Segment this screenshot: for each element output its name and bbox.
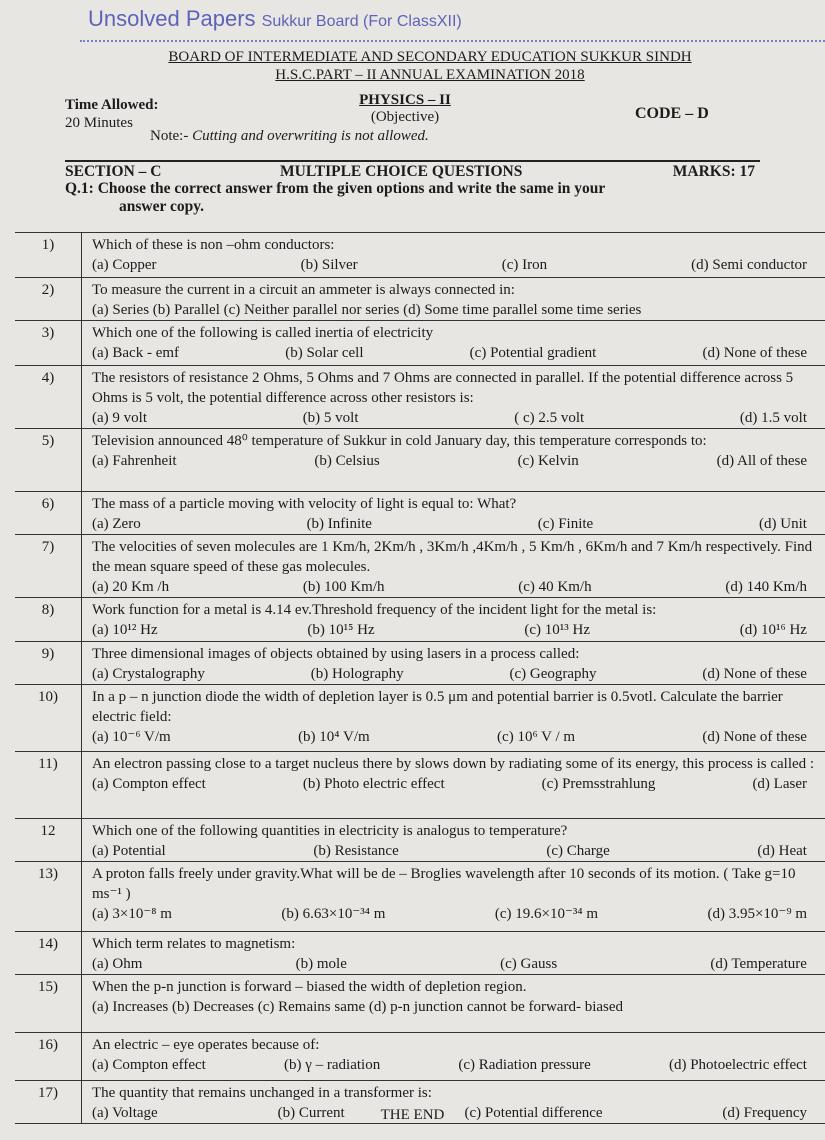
instruction-line: answer copy. [119,198,204,215]
question-text: The quantity that remains unchanged in a transformer is: [92,1085,432,1101]
divider [65,160,760,162]
question-row [15,429,825,492]
question-text: Which one of the following is called inertia of electricity [92,325,434,341]
option: (a) Back - emf [92,345,180,361]
question-row [15,321,825,366]
exam-name: H.S.C.PART – II ANNUAL EXAMINATION 2018 [275,67,585,83]
option: (a) Zero [92,516,141,532]
option: (c) Iron [501,257,548,273]
section-marks: MARKS: 17 [672,163,755,180]
brand-subtitle: Sukkur Board (For ClassXII) [261,13,462,30]
option: (a) Compton effect [92,1057,206,1073]
board-header [80,48,780,84]
board-name: BOARD OF INTERMEDIATE AND SECONDARY EDUCATION SUKKUR SINDH [168,49,692,65]
subject [340,92,470,126]
questions-table [15,232,825,1124]
options [92,997,817,1017]
time-value: 20 Minutes [65,115,133,131]
option: (a) Copper [92,257,157,273]
question-text: An electric – eye operates because of: [92,1037,320,1053]
instruction-line: Q.1: Choose the correct answer from the given options and write the same in your [65,180,606,197]
question-row [15,366,825,429]
option: (a) 20 Km /h [92,579,170,595]
question-text: Which of these is non –ohm conductors: [92,237,335,253]
note-text: Cutting and overwriting is not allowed. [192,128,429,144]
subject-type: (Objective) [370,109,440,125]
question-number: 1) [15,233,82,278]
options [92,727,817,747]
options [92,1055,817,1075]
question-number: 16) [15,1033,82,1081]
question-text: Work function for a metal is 4.14 ev.Threshold frequency of the incident light for the metal is: [92,602,657,618]
options [92,408,817,428]
option: (a) Increases (b) Decreases (c) Remains same (d) p-n junction cannot be forward- biased [92,999,624,1015]
options [92,620,817,640]
question-number: 7) [15,535,82,598]
option: (a) 10¹² Hz [92,622,158,638]
question-cell [82,932,825,975]
question-number: 13) [15,862,82,932]
question-cell [82,429,825,492]
option: (a) Voltage [92,1105,158,1121]
note [150,128,429,145]
question-text: An electron passing close to a target nucleus there by slows down by radiating some of its energy, this process is called : [92,756,815,772]
option: (a) Ohm [92,956,143,972]
option: (a) Potential [92,843,166,859]
option: (b) γ – radiation [284,1057,381,1073]
question-number: 8) [15,598,82,642]
option: (c) 10⁶ V / m [497,729,576,745]
question-number: 15) [15,975,82,1033]
brand-logo [88,6,462,32]
question-text: The resistors of resistance 2 Ohms, 5 Ohms and 7 Ohms are connected in parallel. If the potential difference across 5 Ohms is 5 volt, the potential difference across other resistors is: [92,370,794,406]
option: (b) mole [295,956,347,972]
question-row [15,598,825,642]
question-text: When the p-n junction is forward – biased the width of depletion region. [92,979,527,995]
question-text: Which term relates to magnetism: [92,936,296,952]
options [92,841,817,861]
section-name: SECTION – C [65,163,162,180]
brand-title: Unsolved Papers [88,6,256,31]
question-cell [82,278,825,321]
question-cell [82,1033,825,1081]
option: (d) 3.95×10⁻⁹ m [707,906,807,922]
question-cell [82,752,825,819]
option: (a) 9 volt [92,410,147,426]
question-row [15,752,825,819]
option: (b) Holography [310,666,404,682]
option: (d) 1.5 volt [739,410,807,426]
question-row [15,492,825,535]
option: (c) Charge [546,843,610,859]
option: (a) Crystalography [92,666,205,682]
paper-code: CODE – D [635,105,709,122]
question-text: Three dimensional images of objects obtained by using lasers in a process called: [92,646,580,662]
option: (a) 3×10⁻⁸ m [92,906,172,922]
question-cell [82,819,825,862]
options [92,255,817,275]
question-number: 14) [15,932,82,975]
question-text: To measure the current in a circuit an ammeter is always connected in: [92,282,515,298]
options [92,954,817,974]
option: (d) 10¹⁶ Hz [739,622,807,638]
option: (a) 10⁻⁶ V/m [92,729,171,745]
options [92,514,817,534]
option: (c) Kelvin [517,453,579,469]
question-cell [82,366,825,429]
option: (d) All of these [716,453,807,469]
time-label: Time Allowed: [65,97,159,113]
option: (c) Premsstrahlung [541,776,656,792]
option: (d) None of these [702,345,807,361]
option: (d) Heat [757,843,807,859]
options [92,577,817,597]
option: (c) Potential difference [464,1105,603,1121]
option: (c) Finite [537,516,594,532]
question-text: Television announced 48⁰ temperature of Sukkur in cold January day, this temperature corresponds to: [92,433,707,449]
question-cell [82,535,825,598]
question-cell [82,233,825,278]
option: (d) 140 Km/h [725,579,807,595]
options [92,300,817,320]
question-cell [82,862,825,932]
option: (d) Laser [752,776,807,792]
option: (a) Fahrenheit [92,453,177,469]
option: (a) Compton effect [92,776,206,792]
question-text: The mass of a particle moving with velocity of light is equal to: What? [92,496,517,512]
subject-name: PHYSICS – II [359,92,451,108]
question-number: 5) [15,429,82,492]
question-number: 6) [15,492,82,535]
option: (c) Potential gradient [469,345,597,361]
option: (b) Infinite [306,516,372,532]
options [92,774,817,794]
question-row [15,1033,825,1081]
option: (d) Frequency [722,1105,807,1121]
option: (c) 10¹³ Hz [524,622,590,638]
question-row [15,932,825,975]
options [92,904,817,924]
question-number: 2) [15,278,82,321]
question-row [15,975,825,1033]
option: (b) 10¹⁵ Hz [307,622,375,638]
option: (d) None of these [702,666,807,682]
option: (c) Gauss [500,956,558,972]
question-cell [82,642,825,685]
question-cell [82,598,825,642]
option: (b) Current [277,1105,345,1121]
question-row [15,535,825,598]
question-number: 10) [15,685,82,752]
question-text: Which one of the following quantities in electricity is analogus to temperature? [92,823,568,839]
option: (d) Photoelectric effect [668,1057,807,1073]
option: (b) 100 Km/h [302,579,385,595]
question-text: The velocities of seven molecules are 1 Km/h, 2Km/h , 3Km/h ,4Km/h , 5 Km/h , 6Km/h and 7 Km/h respectively. Find the mean square speed of these gas molecules. [92,539,813,575]
option: (b) 10⁴ V/m [298,729,370,745]
option: (d) Unit [759,516,807,532]
section-title: MULTIPLE CHOICE QUESTIONS [280,163,523,180]
option: (b) Solar cell [285,345,364,361]
option: (d) None of these [702,729,807,745]
question-cell [82,492,825,535]
option: ( c) 2.5 volt [514,410,585,426]
option: (b) Photo electric effect [302,776,445,792]
instruction [65,180,765,216]
question-number: 9) [15,642,82,685]
question-text: In a p – n junction diode the width of depletion layer is 0.5 μm and potential barrier is 0.5votl. Calculate the barrier electric field: [92,689,783,725]
question-row [15,862,825,932]
note-label: Note:- [150,128,189,144]
question-number: 3) [15,321,82,366]
option: (b) 5 volt [302,410,359,426]
option: (d) Temperature [710,956,807,972]
options [92,664,817,684]
question-number: 12 [15,819,82,862]
option: (b) Resistance [313,843,399,859]
question-row [15,685,825,752]
question-cell [82,685,825,752]
question-row [15,642,825,685]
option: (b) 6.63×10⁻³⁴ m [281,906,386,922]
question-cell [82,321,825,366]
option: (c) Radiation pressure [458,1057,591,1073]
option: (c) 19.6×10⁻³⁴ m [494,906,599,922]
option: (a) Series (b) Parallel (c) Neither parallel nor series (d) Some time parallel some time series [92,302,642,318]
option: (b) Silver [300,257,358,273]
question-cell [82,975,825,1033]
question-row [15,278,825,321]
question-number: 17) [15,1081,82,1124]
option: (d) Semi conductor [691,257,807,273]
option: (c) Geography [509,666,597,682]
options [92,451,817,471]
time-allowed [65,96,158,132]
question-text: A proton falls freely under gravity.What will be de – Broglies wavelength after 10 seconds of its motion. ( Take g=10 ms⁻¹ ) [92,866,796,902]
question-number: 11) [15,752,82,819]
options [92,343,817,363]
question-row [15,819,825,862]
question-row [15,233,825,278]
option: (b) Celsius [314,453,380,469]
option: (c) 40 Km/h [518,579,592,595]
section-header [65,163,755,181]
the-end: THE END [380,1107,445,1123]
divider [80,40,825,42]
question-number: 4) [15,366,82,429]
